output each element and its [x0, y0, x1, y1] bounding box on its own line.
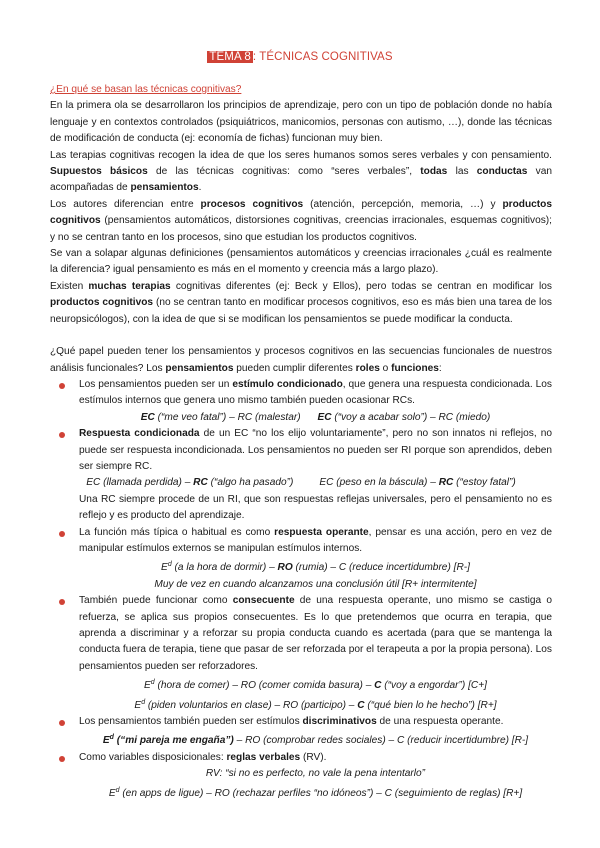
bullet-icon — [59, 720, 65, 726]
example-line: $E^d$ (en apps de ligue) – RO (rechazar perfiles “no idóneos”) – C (seguimiento de reglas) [R+] — [108, 786, 523, 799]
example-line: $E^d$ (a la hora de dormir) – RO (rumia) – C (reduce incertidumbre) [R-] — [161, 561, 470, 574]
body-text — [50, 82, 552, 802]
list-item: La función más típica o habitual es como respuesta operante, pensar es una acción, pero en vez de manipular estímulos externos se manipulan estímulos internos. $E^d$ (a la hora de dormir) – RO (rumia) – C (reduce incertidumbre) [R-] Muy de vez en cuando alcanzamos una conclusión útil [R+ intermitente] — [50, 525, 552, 594]
roles-list — [50, 377, 552, 802]
list-item: Los pensamientos pueden ser un estímulo condicionado, que genera una respuesta condicionada. Los estímulos internos que genera uno mismo también pueden ocasionar RCs. EC (“me veo fatal”) – RC (malestar) EC (“voy a acabar solo”) – RC (miedo) — [50, 377, 552, 426]
list-item: Respuesta condicionada de un EC “no los elijo voluntariamente”, pero no son innatos ni reflejos, no puede ser respuesta incondicionada. Los pensamientos no pueden ser RI porque son aprendidos, deben ser siempre RC. EC (llamada perdida) – RC (“algo ha pasado”) EC (peso en la báscula) – RC (“estoy fatal”) Una RC siempre procede de un RI, que son respuestas reflejas universales, pero el pensamiento no es reflejo y es producto del aprendizaje. — [50, 426, 552, 524]
list-item: También puede funcionar como consecuente de una respuesta operante, uno mismo se castiga o refuerza, se aplica sus propios consecuentes. Es lo que pretendemos que ocurra en terapia, que aprenda a discriminar y a reforzar su propia conducta cuando es acertada (para que se mantenga la conducta fuera de terapia, tiene que pasar de ser reforzada por el terapeuta a por la propia persona). Los pensamientos pueden ser reforzadores. $E^d$ (hora de comer) – RO (comer comida basura) – C (“voy a engordar”) [C+] $E^d$ (piden voluntarios en clase) – RO (participo) – C (“qué bien lo he hecho”) [R+] — [50, 593, 552, 714]
example-line: Muy de vez en cuando alcanzamos una conclusión útil [R+ intermitente] — [154, 578, 477, 590]
example-line: $E^d$ (“mi pareja me engaña”) – RO (comprobar redes sociales) – C (reducir incertidumbre) [R-] — [102, 734, 529, 747]
paragraph-1: En la primera ola se desarrollaron los principios de aprendizaje, pero con un tipo de población donde no había lenguaje y en contextos controlados (psiquiátricos, manicomios, personas con autismo, …), donde las técnicas de modificación de conducta (ej: economía de fichas) funcionan muy bien. — [50, 100, 552, 145]
title-highlight: TEMA 8 — [209, 51, 251, 63]
bullet-icon — [59, 599, 65, 605]
bullet-icon — [59, 756, 65, 762]
bullet-icon — [59, 432, 65, 438]
list-item: Los pensamientos también pueden ser estímulos discriminativos de una respuesta operante. $E^d$ (“mi pareja me engaña”) – RO (comprobar redes sociales) – C (reducir incertidumbre) [R-] — [50, 714, 552, 750]
paragraph-3: Los autores diferencian entre procesos cognitivos (atención, percepción, memoria, …) y productos cognitivos (pensamientos automáticos, distorsiones cognitivas, creencias irracionales, esquemas cognitivos); y no se centran tanto en los procesos, sino que estudian los productos cognitivos. — [50, 198, 552, 243]
list-item: Como variables disposicionales: reglas verbales (RV). RV: “si no es perfecto, no vale la pena intentarlo” $E^d$ (en apps de ligue) – RO (rechazar perfiles “no idóneos”) – C (seguimiento de reglas) [R+] — [50, 750, 552, 802]
example-line: EC (llamada perdida) – RC (“algo ha pasado”) EC (peso en la báscula) – RC (“estoy fatal”) — [86, 477, 516, 489]
section-question: ¿En qué se basan las técnicas cognitivas? — [50, 84, 242, 95]
paragraph-5: Existen muchas terapias cognitivas diferentes (ej: Beck y Ellos), pero todas se centran en modificar los productos cognitivos (no se centran tanto en modificar procesos cognitivos, eso es más bien una tarea de los neuropsicólogos), con la idea de que si se modifican los pensamientos se puede modificar la conducta. — [50, 280, 552, 325]
paragraph-2: Las terapias cognitivas recogen la idea de que los seres humanos somos seres verbales y con pensamiento. Supuestos básicos de las técnicas cognitivas: como “seres verbales”, todas las conductas van acompañadas de pensamientos. — [50, 149, 552, 194]
bullet-icon — [59, 383, 65, 389]
bullet-icon — [59, 531, 65, 537]
page-title — [0, 51, 600, 63]
paragraph-note: Una RC siempre procede de un RI, que son respuestas reflejas universales, pero el pensamiento no es reflejo y es producto del aprendizaje. — [79, 493, 552, 522]
example-line: EC (“me veo fatal”) – RC (malestar) EC (“voy a acabar solo”) – RC (miedo) — [140, 411, 491, 423]
paragraph-6: ¿Qué papel pueden tener los pensamientos y procesos cognitivos en las secuencias funcionales de nuestros análisis funcionales? Los pensamientos pueden cumplir diferentes roles o funciones: — [50, 346, 552, 374]
title-rest: : TÉCNICAS COGNITIVAS — [252, 51, 393, 63]
example-line: $E^d$ (piden voluntarios en clase) – RO (participo) – C (“qué bien lo he hecho”) [R+] — [134, 698, 497, 711]
paragraph-4: Se van a solapar algunas definiciones (pensamientos automáticos y creencias irracionales ¿cuál es realmente la diferencia? igual pensamiento es más en el momento y creencia más a largo plazo). — [50, 248, 552, 276]
example-line: $E^d$ (hora de comer) – RO (comer comida basura) – C (“voy a engordar”) [C+] — [144, 679, 487, 692]
example-line: RV: “si no es perfecto, no vale la pena intentarlo” — [205, 768, 426, 780]
